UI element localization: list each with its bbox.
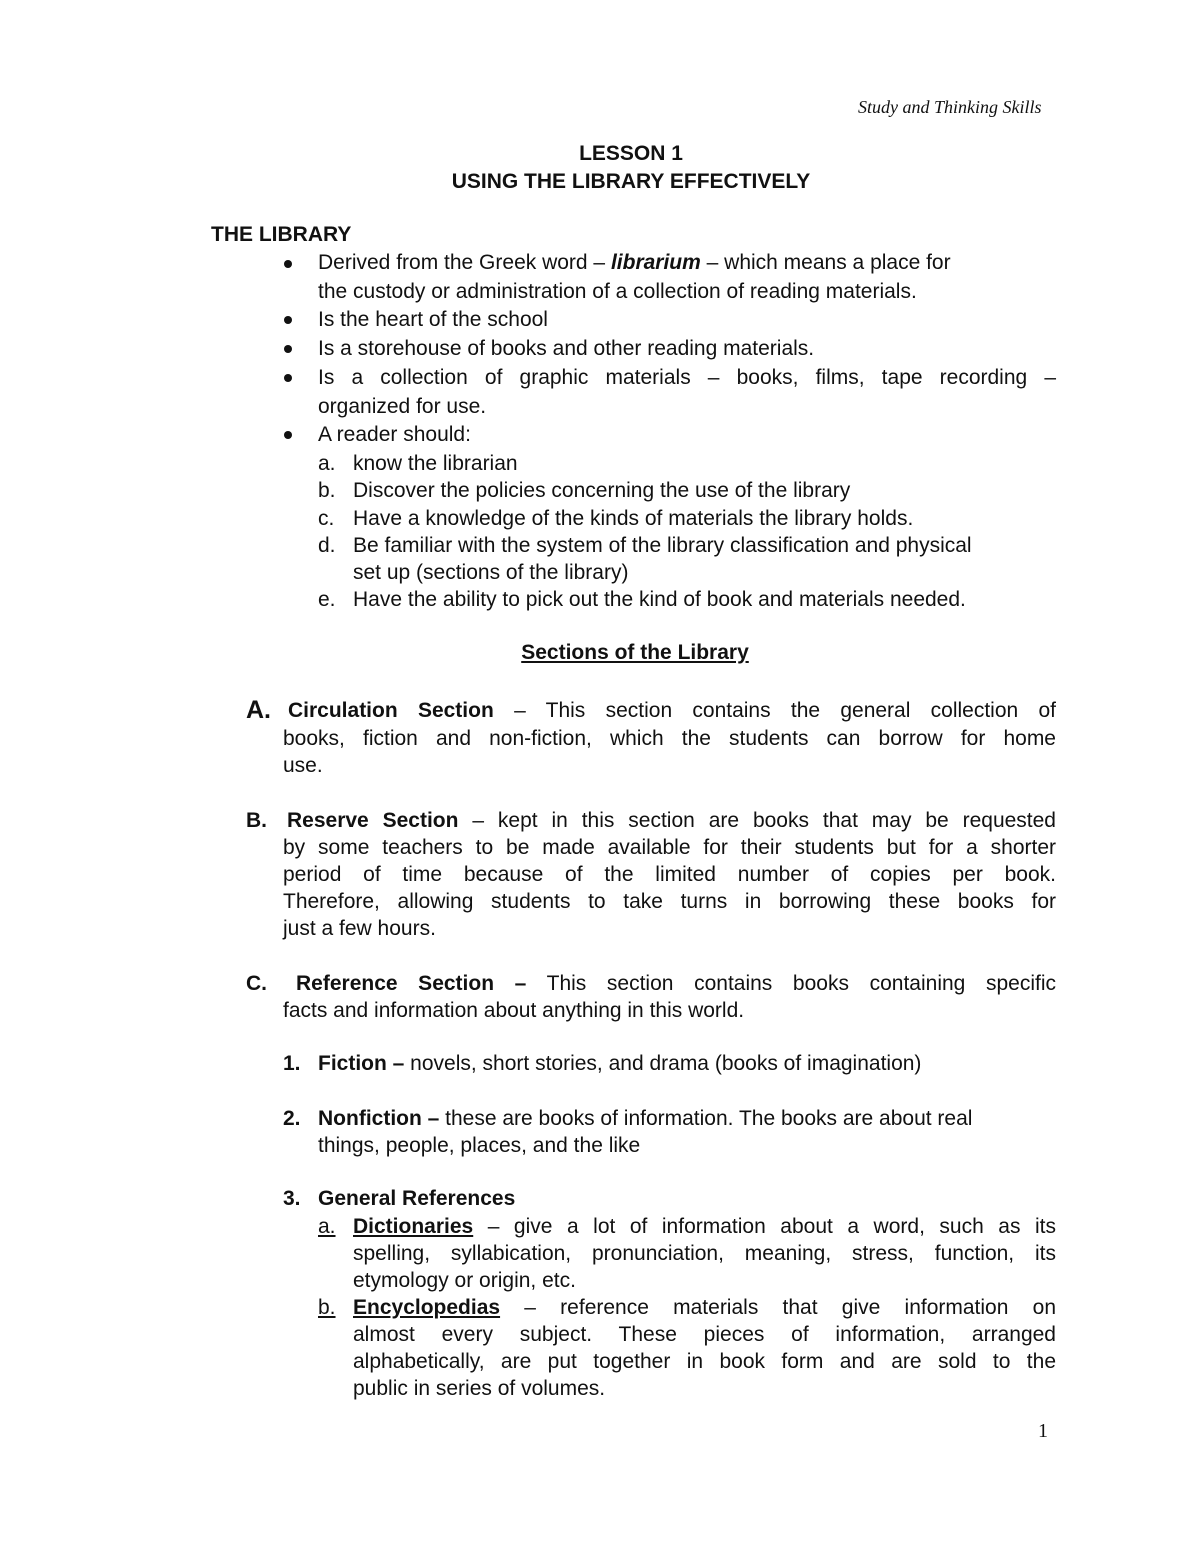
section-text: – This section contains the general collection of (493, 699, 1056, 722)
sub-letter: e. (318, 588, 336, 611)
section-letter-a: A. (246, 696, 271, 724)
bullet-text: Derived from the Greek word – (318, 251, 611, 274)
bullet-icon (284, 374, 292, 382)
ref-dictionaries (353, 1215, 1056, 1239)
sub-letter: d. (318, 534, 336, 557)
bullet-collection-cont: organized for use. (318, 395, 487, 418)
item-text: novels, short stories, and drama (books of imagination) (404, 1052, 922, 1075)
bullet-collection: Is a collection of graphic materials – books, films, tape recording – (318, 366, 1056, 389)
library-heading: THE LIBRARY (211, 223, 352, 246)
lesson-title: USING THE LIBRARY EFFECTIVELY (451, 170, 811, 193)
section-text: – kept in this section are books that may be requested (458, 809, 1056, 832)
bullet-heart: Is the heart of the school (318, 308, 548, 331)
item-number: 2. (283, 1107, 301, 1130)
item-nonfiction-cont: things, people, places, and the like (318, 1134, 641, 1157)
sub-letter: a. (318, 452, 336, 475)
bullet-derived (318, 251, 951, 275)
section-reserve-cont: by some teachers to be made available for their students but for a shorter (283, 836, 1056, 859)
sub-item: Have the ability to pick out the kind of book and materials needed. (353, 588, 966, 611)
running-header: Study and Thinking Skills (858, 97, 1042, 117)
section-text: This section contains books containing specific (526, 972, 1056, 995)
bullet-icon (284, 316, 292, 324)
section-reserve-cont: just a few hours. (283, 917, 436, 940)
section-reserve-cont: period of time because of the limited number of copies per book. (283, 863, 1056, 886)
ref-encyclopedias (353, 1296, 1056, 1320)
sections-heading: Sections of the Library (521, 641, 749, 664)
ref-dictionaries-cont: spelling, syllabication, pronunciation, meaning, stress, function, its (353, 1242, 1056, 1265)
item-general-references: General References (318, 1187, 516, 1210)
ref-encyclopedias-cont: public in series of volumes. (353, 1377, 606, 1400)
lesson-number: LESSON 1 (579, 142, 683, 165)
item-number: 3. (283, 1187, 301, 1210)
term-librarium: librarium (610, 251, 701, 274)
bullet-icon (284, 431, 292, 439)
section-reference (296, 972, 1056, 996)
ref-letter: a. (318, 1215, 336, 1238)
sub-item: know the librarian (353, 452, 518, 475)
ref-encyclopedias-cont: almost every subject. These pieces of information, arranged (353, 1323, 1056, 1346)
ref-name: Dictionaries (353, 1215, 474, 1238)
ref-dictionaries-cont: etymology or origin, etc. (353, 1269, 576, 1292)
section-circulation-cont: books, fiction and non-fiction, which the students can borrow for home (283, 727, 1056, 750)
bullet-icon (284, 260, 292, 268)
bullet-derived-cont: the custody or administration of a collection of reading materials. (318, 280, 917, 303)
section-letter-c: C. (246, 972, 267, 995)
sub-letter: c. (318, 507, 335, 530)
item-text: these are books of information. The books are about real (439, 1107, 973, 1130)
section-circulation (288, 699, 1056, 723)
sub-item-cont: set up (sections of the library) (353, 561, 629, 584)
bullet-text: – which means a place for (700, 251, 951, 274)
bullet-reader: A reader should: (318, 423, 471, 446)
item-name: Fiction – (318, 1052, 405, 1075)
ref-text: – reference materials that give information on (500, 1296, 1056, 1319)
sub-letter: b. (318, 479, 336, 502)
item-name: Nonfiction – (318, 1107, 440, 1130)
section-reference-cont: facts and information about anything in this world. (283, 999, 745, 1022)
item-number: 1. (283, 1052, 301, 1075)
sub-item: Be familiar with the system of the library classification and physical (353, 534, 972, 557)
section-reserve (287, 809, 1056, 833)
section-name: Reserve Section (287, 809, 459, 832)
section-reserve-cont: Therefore, allowing students to take turns in borrowing these books for (283, 890, 1056, 913)
ref-encyclopedias-cont: alphabetically, are put together in book form and are sold to the (353, 1350, 1056, 1373)
section-circulation-cont: use. (283, 754, 323, 777)
sub-item: Have a knowledge of the kinds of materials the library holds. (353, 507, 914, 530)
page-number: 1 (1038, 1420, 1048, 1442)
item-nonfiction (318, 1107, 972, 1131)
section-name: Circulation Section (288, 699, 494, 722)
ref-name: Encyclopedias (353, 1296, 501, 1319)
ref-text: – give a lot of information about a word, such as its (473, 1215, 1056, 1238)
bullet-storehouse: Is a storehouse of books and other reading materials. (318, 337, 815, 360)
sub-item: Discover the policies concerning the use of the library (353, 479, 851, 502)
ref-letter: b. (318, 1296, 336, 1319)
item-fiction (318, 1052, 921, 1076)
section-name: Reference Section – (296, 972, 527, 995)
section-letter-b: B. (246, 809, 267, 832)
bullet-icon (284, 345, 292, 353)
